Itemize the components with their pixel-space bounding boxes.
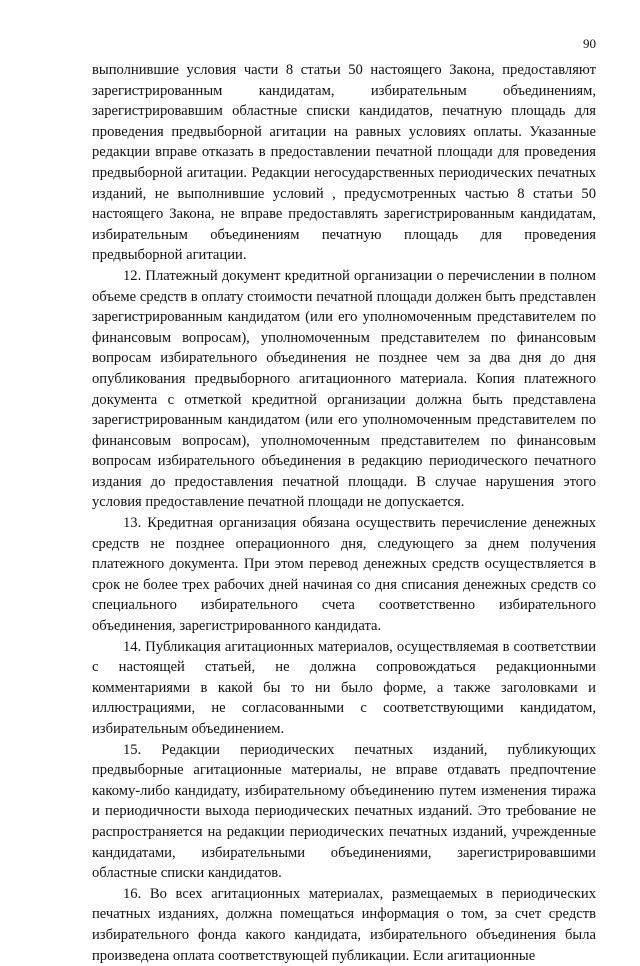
paragraph-13: 13. Кредитная организация обязана осуществить перечисление денежных средств не позднее операционного дня, следующего за днем получения платежного документа. При этом перевод денежных средств осуществляется в срок не более трех рабочих дней начиная со дня списания денежных средств со специального избирательного счета соответственно избирательного объединения, зарегистрированного кандидата.	[92, 515, 596, 635]
paragraph-16: 16. Во всех агитационных материалах, размещаемых в периодических печатных изданиях, должна помещаться информация о том, за счет средств избирательного фонда какого кандидата, избирательного объединения была произведена оплата соответствующей публикации. Если агитационные	[92, 885, 596, 964]
page-number: 90	[583, 36, 596, 51]
paragraph-12: 12. Платежный документ кредитной организации о перечислении в полном объеме средств в оплату стоимости печатной площади должен быть представлен зарегистрированным кандидатом (или его уполномоченным представителем по финансовым вопросам), уполномоченным представителем по финансовым вопросам избирательного объединения не позднее чем за два дня до дня опубликования предвыборного агитационного материала. Копия платежного документа с отметкой кредитной организации должна быть представлена зарегистрированным кандидатом (или его уполномоченным представителем по финансовым вопросам), уполномоченным представителем по финансовым вопросам избирательного объединения в редакцию периодического печатного издания до предоставления печатной площади. В случае нарушения этого условия предоставление печатной площади не допускается.	[92, 267, 596, 511]
paragraph-14: 14. Публикация агитационных материалов, осуществляемая в соответствии с настоящей статьей, не должна сопровождаться редакционными комментариями в какой бы то ни было форме, а также заголовками и иллюстрациями, не согласованными с соответствующими кандидатом, избирательным объединением.	[92, 638, 596, 737]
paragraph-continuation: выполнившие условия части 8 статьи 50 настоящего Закона, предоставляют зарегистрированным кандидатам, избирательным объединениям, зарегистрировавшим областные списки кандидатов, печатную площадь для проведения предвыборной агитации на равных условиях оплаты. Указанные редакции вправе отказать в предоставлении печатной площади для проведения предвыборной агитации. Редакции негосударственных периодических печатных изданий, не выполнившие условий , предусмотренных частью 8 статьи 50 настоящего Закона, не вправе предоставлять зарегистрированным кандидатам, избирательным объединениям печатную площадь для проведения предвыборной агитации.	[92, 62, 596, 264]
body-text	[92, 60, 596, 966]
paragraph-15: 15. Редакции периодических печатных изданий, публикующих предвыборные агитационные материалы, не вправе отдавать предпочтение какому-либо кандидату, избирательному объединению путем изменения тиража и периодичности выхода периодических печатных изданий. Это требование не распространяется на редакции периодических печатных изданий, учрежденные кандидатами, избирательными объединениями, зарегистрировавшими областные списки кандидатов.	[92, 741, 596, 882]
